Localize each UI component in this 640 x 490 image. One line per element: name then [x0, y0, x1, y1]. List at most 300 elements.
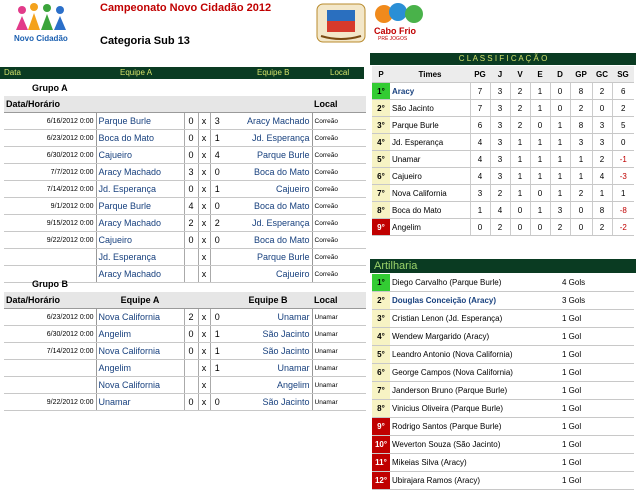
- classification-stat: 3: [490, 117, 510, 134]
- category-label: Categoria Sub 13: [100, 35, 190, 47]
- score-a: 4: [184, 198, 198, 215]
- classification-stat: -2: [612, 219, 634, 236]
- scorer-goals: 1 Gol: [560, 436, 634, 454]
- classification-stat: 3: [490, 168, 510, 185]
- classification-stat: 3: [490, 134, 510, 151]
- match-local: Correão: [312, 266, 366, 283]
- classification-stat: 7: [470, 83, 490, 100]
- classification-stat: 3: [490, 151, 510, 168]
- classification-stat: 1: [530, 151, 550, 168]
- classification-header-cell: E: [530, 66, 550, 83]
- classification-row: [372, 219, 634, 236]
- classification-stat: 0: [530, 117, 550, 134]
- match-date: 6/30/2012 0:00: [4, 147, 96, 164]
- score-b: [210, 249, 224, 266]
- city-seal-icon: [313, 2, 369, 44]
- classification-stat: 0: [510, 202, 530, 219]
- score-separator: x: [198, 249, 210, 266]
- classification-stat: 0: [612, 134, 634, 151]
- match-row: [4, 113, 366, 130]
- classification-stat: 2: [550, 219, 570, 236]
- match-local: Correão: [312, 130, 366, 147]
- team-b: Aracy Machado: [224, 113, 312, 130]
- classification-stat: 1: [510, 185, 530, 202]
- scorers-title: Artilharia: [374, 260, 418, 272]
- score-b: 1: [210, 130, 224, 147]
- scorer-position: 9°: [372, 418, 390, 436]
- classification-stat: 6: [470, 117, 490, 134]
- team-b: Boca do Mato: [224, 198, 312, 215]
- match-row: [4, 249, 366, 266]
- classification-stat: 1: [550, 117, 570, 134]
- score-b: 0: [210, 394, 224, 411]
- classification-stat: 2: [612, 100, 634, 117]
- classification-stat: 2: [592, 219, 612, 236]
- logo-text: Novo Cidadão: [14, 34, 68, 43]
- classification-stat: 8: [592, 202, 612, 219]
- scorer-goals: 1 Gol: [560, 454, 634, 472]
- classification-stat: 1: [530, 134, 550, 151]
- match-row: [4, 215, 366, 232]
- match-date: 9/22/2012 0:00: [4, 394, 96, 411]
- match-local: Unamar: [312, 326, 366, 343]
- classification-stat: 1: [550, 134, 570, 151]
- score-a: 0: [184, 394, 198, 411]
- score-a: 0: [184, 343, 198, 360]
- team-b: Unamar: [224, 309, 312, 326]
- scorer-row: [372, 328, 634, 346]
- group-b-date-header: Data/Horário: [4, 292, 96, 309]
- score-b: 1: [210, 360, 224, 377]
- group-b-table: [4, 276, 366, 411]
- scorer-goals: 4 Gols: [560, 274, 634, 292]
- match-date: 9/1/2012 0:00: [4, 198, 96, 215]
- match-row: [4, 181, 366, 198]
- score-a: 0: [184, 130, 198, 147]
- classification-position: 3°: [372, 117, 390, 134]
- classification-stat: 3: [550, 202, 570, 219]
- classification-stat: 7: [470, 100, 490, 117]
- classification-stat: 0: [470, 219, 490, 236]
- score-separator: x: [198, 394, 210, 411]
- match-local: Unamar: [312, 343, 366, 360]
- scorer-row: [372, 292, 634, 310]
- score-separator: x: [198, 215, 210, 232]
- cabo-frio-text: Cabo Frio: [374, 26, 416, 36]
- classification-stat: 1: [530, 100, 550, 117]
- match-date: [4, 377, 96, 394]
- match-date: 6/30/2012 0:00: [4, 326, 96, 343]
- team-b: Unamar: [224, 360, 312, 377]
- classification-team: Boca do Mato: [390, 202, 470, 219]
- classification-stat: 4: [470, 168, 490, 185]
- scorer-row: [372, 454, 634, 472]
- match-row: [4, 309, 366, 326]
- match-row: [4, 164, 366, 181]
- match-date: [4, 360, 96, 377]
- score-a: [184, 249, 198, 266]
- classification-team: Jd. Esperança: [390, 134, 470, 151]
- team-a: Cajueiro: [96, 147, 184, 164]
- scorers-title-bar: [370, 259, 636, 273]
- match-row: [4, 147, 366, 164]
- score-separator: x: [198, 113, 210, 130]
- cabo-frio-logo: [372, 2, 432, 42]
- score-b: 2: [210, 215, 224, 232]
- score-separator: x: [198, 377, 210, 394]
- scorer-row: [372, 274, 634, 292]
- scorer-name: Rodrigo Santos (Parque Burle): [390, 418, 560, 436]
- group-a-title: Grupo A: [32, 83, 68, 93]
- classification-stat: -1: [612, 151, 634, 168]
- scorer-row: [372, 382, 634, 400]
- classification-team: São Jacinto: [390, 100, 470, 117]
- scorer-position: 2°: [372, 292, 390, 310]
- header-team-a: Equipe A: [120, 68, 153, 77]
- team-b: São Jacinto: [224, 326, 312, 343]
- classification-stat: 2: [490, 185, 510, 202]
- scorer-position: 5°: [372, 346, 390, 364]
- scorer-position: 3°: [372, 310, 390, 328]
- classification-stat: 4: [592, 168, 612, 185]
- classification-stat: 1: [612, 185, 634, 202]
- classification-stat: 2: [510, 83, 530, 100]
- score-separator: x: [198, 232, 210, 249]
- match-row: [4, 130, 366, 147]
- team-b: Boca do Mato: [224, 164, 312, 181]
- classification-stat: 1: [510, 134, 530, 151]
- classification-stat: 0: [570, 219, 592, 236]
- scorer-row: [372, 436, 634, 454]
- classification-stat: 0: [530, 219, 550, 236]
- classification-title-bar: [370, 53, 636, 65]
- scorer-row: [372, 310, 634, 328]
- classification-stat: 8: [570, 117, 592, 134]
- classification-stat: 3: [490, 83, 510, 100]
- scorer-goals: 3 Gols: [560, 292, 634, 310]
- classification-stat: 0: [550, 100, 570, 117]
- scorer-row: [372, 418, 634, 436]
- match-local: Correão: [312, 215, 366, 232]
- classification-stat: 2: [510, 100, 530, 117]
- classification-header-cell: GC: [592, 66, 612, 83]
- scorers-table: [372, 274, 634, 490]
- match-date: [4, 249, 96, 266]
- match-row: [4, 377, 366, 394]
- classification-stat: 0: [530, 185, 550, 202]
- scorer-name: Mikeias Silva (Aracy): [390, 454, 560, 472]
- scorer-row: [372, 346, 634, 364]
- classification-stat: 4: [490, 202, 510, 219]
- match-local: Unamar: [312, 377, 366, 394]
- scorer-name: Cristian Lenon (Jd. Esperança): [390, 310, 560, 328]
- match-date: 9/15/2012 0:00: [4, 215, 96, 232]
- classification-stat: 3: [592, 117, 612, 134]
- team-a: Aracy Machado: [96, 266, 184, 283]
- classification-stat: 3: [592, 134, 612, 151]
- scorer-name: Douglas Conceição (Aracy): [390, 292, 560, 310]
- classification-stat: 1: [550, 185, 570, 202]
- team-a: Angelim: [96, 360, 184, 377]
- classification-row: [372, 83, 634, 100]
- classification-position: 2°: [372, 100, 390, 117]
- header-team-b: Equipe B: [257, 68, 290, 77]
- scorer-name: Janderson Bruno (Parque Burle): [390, 382, 560, 400]
- score-a: 0: [184, 147, 198, 164]
- match-row: [4, 232, 366, 249]
- team-a: Aracy Machado: [96, 215, 184, 232]
- scorer-position: 6°: [372, 364, 390, 382]
- classification-stat: 6: [612, 83, 634, 100]
- scorer-name: Weverton Souza (São Jacinto): [390, 436, 560, 454]
- team-b: Cajueiro: [224, 266, 312, 283]
- classification-team: Parque Burle: [390, 117, 470, 134]
- match-date: 7/14/2012 0:00: [4, 343, 96, 360]
- team-b: São Jacinto: [224, 343, 312, 360]
- score-a: [184, 360, 198, 377]
- score-b: 1: [210, 326, 224, 343]
- match-date: 6/16/2012 0:00: [4, 113, 96, 130]
- classification-row: [372, 151, 634, 168]
- team-a: Jd. Esperança: [96, 249, 184, 266]
- team-a: Parque Burle: [96, 113, 184, 130]
- match-row: [4, 198, 366, 215]
- classification-header-cell: V: [510, 66, 530, 83]
- classification-stat: 3: [470, 185, 490, 202]
- scorer-position: 4°: [372, 328, 390, 346]
- scorer-position: 7°: [372, 382, 390, 400]
- scorer-row: [372, 400, 634, 418]
- match-row: [4, 360, 366, 377]
- score-b: 3: [210, 113, 224, 130]
- group-a-local-header: Local: [312, 96, 366, 113]
- classification-header-cell: GP: [570, 66, 592, 83]
- team-b: Parque Burle: [224, 147, 312, 164]
- group-b-team-b-header: Equipe B: [224, 292, 312, 309]
- group-a-table: [4, 80, 366, 283]
- scorer-name: Ubirajara Ramos (Aracy): [390, 472, 560, 490]
- team-b: Jd. Esperança: [224, 130, 312, 147]
- classification-header-cell: Times: [390, 66, 470, 83]
- classification-stat: 3: [490, 100, 510, 117]
- score-a: 0: [184, 113, 198, 130]
- team-b: São Jacinto: [224, 394, 312, 411]
- team-a: Nova California: [96, 343, 184, 360]
- scorer-position: 10°: [372, 436, 390, 454]
- scorer-position: 11°: [372, 454, 390, 472]
- classification-stat: 0: [570, 202, 592, 219]
- score-b: 0: [210, 164, 224, 181]
- classification-team: Aracy: [390, 83, 470, 100]
- scorer-goals: 1 Gol: [560, 364, 634, 382]
- match-date: 6/23/2012 0:00: [4, 130, 96, 147]
- scorer-goals: 1 Gol: [560, 472, 634, 490]
- team-a: Jd. Esperança: [96, 181, 184, 198]
- team-a: Unamar: [96, 394, 184, 411]
- score-a: 2: [184, 309, 198, 326]
- scorer-name: Wendew Margarido (Aracy): [390, 328, 560, 346]
- classification-stat: -3: [612, 168, 634, 185]
- group-b-local-header: Local: [312, 292, 366, 309]
- scorer-position: 8°: [372, 400, 390, 418]
- classification-stat: 4: [470, 134, 490, 151]
- group-b-team-a-header: Equipe A: [96, 292, 184, 309]
- match-local: Correão: [312, 249, 366, 266]
- score-b: 1: [210, 181, 224, 198]
- header-data: Data: [4, 68, 21, 77]
- classification-stat: 5: [612, 117, 634, 134]
- score-separator: x: [198, 360, 210, 377]
- classification-stat: 0: [550, 83, 570, 100]
- classification-stat: 0: [510, 219, 530, 236]
- match-local: Correão: [312, 198, 366, 215]
- score-a: 2: [184, 215, 198, 232]
- classification-position: 4°: [372, 134, 390, 151]
- classification-stat: 2: [490, 219, 510, 236]
- classification-title: C L A S S I F I C A Ç Ã O: [458, 54, 548, 63]
- score-a: 0: [184, 326, 198, 343]
- games-header-bar: [0, 67, 364, 79]
- classification-stat: 8: [570, 83, 592, 100]
- scorer-goals: 1 Gol: [560, 346, 634, 364]
- classification-stat: 2: [592, 151, 612, 168]
- score-separator: x: [198, 181, 210, 198]
- score-separator: x: [198, 266, 210, 283]
- score-separator: x: [198, 343, 210, 360]
- scorer-name: Leandro Antonio (Nova California): [390, 346, 560, 364]
- scorer-row: [372, 472, 634, 490]
- classification-row: [372, 185, 634, 202]
- classification-header-cell: PG: [470, 66, 490, 83]
- classification-row: [372, 100, 634, 117]
- match-local: Unamar: [312, 360, 366, 377]
- team-a: Boca do Mato: [96, 130, 184, 147]
- score-b: 0: [210, 309, 224, 326]
- classification-stat: 1: [510, 151, 530, 168]
- team-b: Boca do Mato: [224, 232, 312, 249]
- score-b: 1: [210, 343, 224, 360]
- scorer-row: [372, 364, 634, 382]
- score-a: 3: [184, 164, 198, 181]
- match-date: 6/23/2012 0:00: [4, 309, 96, 326]
- classification-position: 9°: [372, 219, 390, 236]
- classification-stat: 0: [592, 100, 612, 117]
- classification-position: 1°: [372, 83, 390, 100]
- team-b: Cajueiro: [224, 181, 312, 198]
- classification-stat: 1: [592, 185, 612, 202]
- score-b: 0: [210, 198, 224, 215]
- team-a: Angelim: [96, 326, 184, 343]
- classification-row: [372, 168, 634, 185]
- score-a: [184, 377, 198, 394]
- scorer-name: George Campos (Nova California): [390, 364, 560, 382]
- group-b-title: Grupo B: [32, 279, 68, 289]
- match-local: Correão: [312, 181, 366, 198]
- team-a: Cajueiro: [96, 232, 184, 249]
- team-a: Parque Burle: [96, 198, 184, 215]
- classification-stat: 1: [570, 168, 592, 185]
- classification-team: Nova California: [390, 185, 470, 202]
- team-b: Jd. Esperança: [224, 215, 312, 232]
- scorer-goals: 1 Gol: [560, 400, 634, 418]
- classification-position: 5°: [372, 151, 390, 168]
- classification-stat: 1: [530, 202, 550, 219]
- classification-stat: 2: [570, 185, 592, 202]
- team-a: Aracy Machado: [96, 164, 184, 181]
- match-date: 7/14/2012 0:00: [4, 181, 96, 198]
- classification-team: Unamar: [390, 151, 470, 168]
- score-separator: x: [198, 198, 210, 215]
- match-local: Correão: [312, 113, 366, 130]
- scorer-name: Diego Carvalho (Parque Burle): [390, 274, 560, 292]
- classification-team: Angelim: [390, 219, 470, 236]
- page-title: Campeonato Novo Cidadão 2012: [100, 2, 272, 14]
- classification-stat: 1: [550, 168, 570, 185]
- match-local: Correão: [312, 147, 366, 164]
- classification-stat: 1: [550, 151, 570, 168]
- classification-stat: 1: [530, 83, 550, 100]
- score-separator: x: [198, 309, 210, 326]
- classification-header-cell: SG: [612, 66, 634, 83]
- score-b: 0: [210, 232, 224, 249]
- classification-stat: 1: [510, 168, 530, 185]
- team-a: Nova California: [96, 309, 184, 326]
- header-local: Local: [330, 68, 350, 77]
- scorer-position: 12°: [372, 472, 390, 490]
- cabo-frio-shape-icon: [372, 2, 432, 28]
- classification-stat: 1: [530, 168, 550, 185]
- group-a-date-header: Data/Horário: [4, 96, 96, 113]
- score-b: [210, 377, 224, 394]
- novo-cidadao-logo: [10, 2, 72, 52]
- classification-row: [372, 117, 634, 134]
- match-date: 9/22/2012 0:00: [4, 232, 96, 249]
- classification-position: 6°: [372, 168, 390, 185]
- score-separator: x: [198, 147, 210, 164]
- match-local: Correão: [312, 164, 366, 181]
- team-a: Nova California: [96, 377, 184, 394]
- scorer-name: Vinicius Oliveira (Parque Burle): [390, 400, 560, 418]
- score-b: 4: [210, 147, 224, 164]
- classification-stat: 3: [570, 134, 592, 151]
- classification-row: [372, 134, 634, 151]
- score-separator: x: [198, 326, 210, 343]
- classification-stat: 2: [570, 100, 592, 117]
- classification-stat: 1: [570, 151, 592, 168]
- score-separator: x: [198, 164, 210, 181]
- score-a: 0: [184, 181, 198, 198]
- match-local: Unamar: [312, 394, 366, 411]
- classification-position: 8°: [372, 202, 390, 219]
- people-logo-icon: [10, 2, 72, 52]
- scorer-goals: 1 Gol: [560, 418, 634, 436]
- classification-header-cell: D: [550, 66, 570, 83]
- score-a: 0: [184, 232, 198, 249]
- classification-row: [372, 202, 634, 219]
- scorer-goals: 1 Gol: [560, 328, 634, 346]
- classification-team: Cajueiro: [390, 168, 470, 185]
- match-date: 7/7/2012 0:00: [4, 164, 96, 181]
- match-row: [4, 326, 366, 343]
- match-row: [4, 343, 366, 360]
- classification-stat: -8: [612, 202, 634, 219]
- classification-header-cell: P: [372, 66, 390, 83]
- match-local: Unamar: [312, 309, 366, 326]
- scorer-goals: 1 Gol: [560, 382, 634, 400]
- classification-stat: 1: [470, 202, 490, 219]
- scorer-goals: 1 Gol: [560, 310, 634, 328]
- team-b: Angelim: [224, 377, 312, 394]
